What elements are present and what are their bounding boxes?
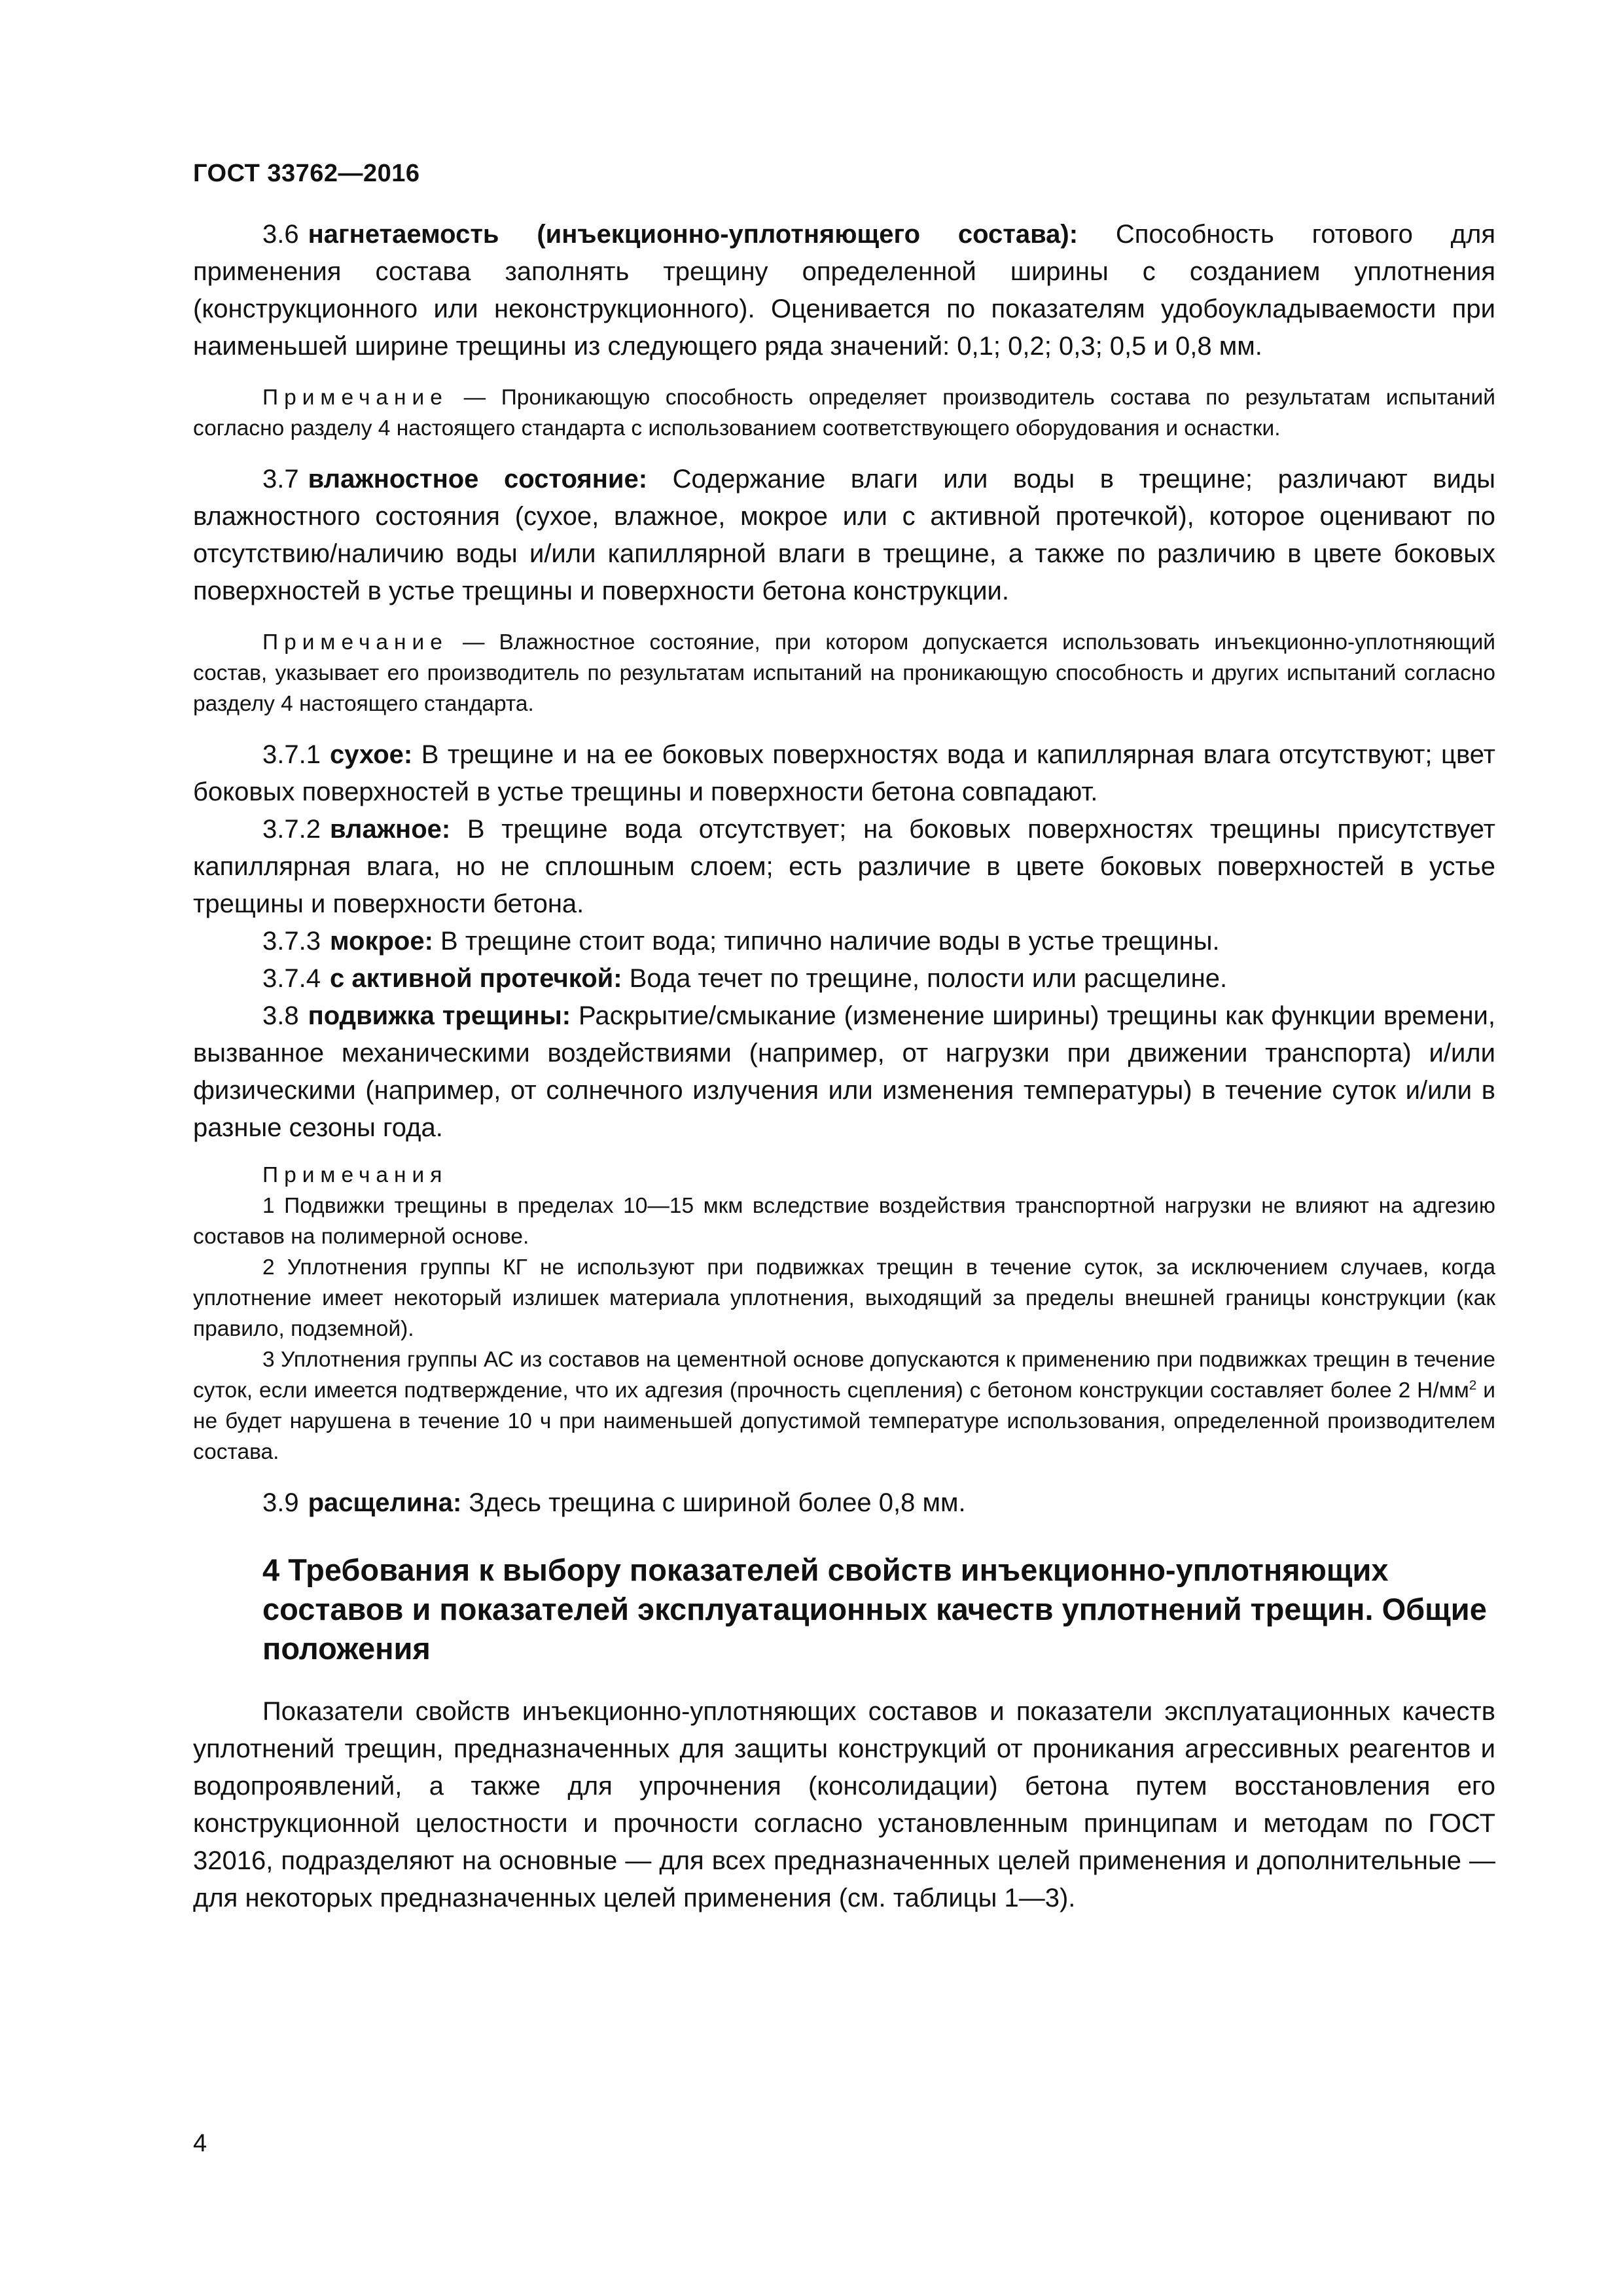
note-3-7 — [193, 627, 1495, 719]
note-3-8-2: 2 Уплотнения группы КГ не используют при подвижках трещин в течение суток, за исключением случаев, когда уплотнение имеет некоторый излишек материала уплотнения, выходящий за пределы внешней границы конструкции (как правило, подземной). — [193, 1255, 1495, 1341]
clause-term: влажное: — [329, 815, 451, 844]
note-3-8-3 — [193, 1344, 1495, 1467]
page-number: 4 — [193, 2130, 207, 2157]
clause-number: 3.7 — [262, 465, 299, 493]
clause-term: с активной протечкой: — [329, 964, 622, 993]
superscript: 2 — [1469, 1377, 1477, 1393]
clause-term: влажностное состояние: — [308, 465, 648, 493]
note-text: — Влажностное состояние, при котором допускается использовать инъекционно-уплотняющий состав, указывает его производитель по результатам испытаний на проникающую способность и других испытаний согласно разделу 4 настоящего стандарта. — [193, 630, 1495, 716]
note-text: — Проникающую способность определяет производитель состава по результатам испытаний согласно разделу 4 настоящего стандарта с использованием соответствующего оборудования и оснастки. — [193, 386, 1495, 440]
clause-3-7-4 — [193, 960, 1495, 997]
clause-3-9 — [193, 1484, 1495, 1522]
clause-text: Здесь трещина с шириной более 0,8 мм. — [461, 1488, 966, 1517]
clause-text: В трещине и на ее боковых поверхностях вода и капиллярная влага отсутствуют; цвет боковых поверхностей в устье трещины и поверхности бетона совпадают. — [193, 740, 1495, 806]
note-label: Примечание — [262, 386, 448, 410]
clause-number: 3.6 — [262, 220, 299, 249]
clause-text: Раскрытие/смыкание (изменение ширины) трещины как функции времени, вызванное механическими воздействиями (например, от нагрузки при движении транспорта) и/или физическими (например, от солнечного излучения или изменения температуры) в течение суток и/или в разные сезоны года. — [193, 1001, 1495, 1142]
clause-3-7-3 — [193, 923, 1495, 960]
clause-number: 3.7.1 — [262, 740, 321, 769]
notes-heading: Примечания — [262, 1163, 448, 1187]
clause-text: В трещине вода отсутствует; на боковых поверхностях трещины присутствует капиллярная влага, но не сплошным слоем; есть различие в цвете боковых поверхностей в устье трещины и поверхности бетона. — [193, 815, 1495, 918]
note-3-6 — [193, 382, 1495, 444]
note-3-8-1: 1 Подвижки трещины в пределах 10—15 мкм вследствие воздействия транспортной нагрузки не влияют на адгезию составов на полимерной основе. — [193, 1194, 1495, 1249]
clause-text: Содержание влаги или воды в трещине; различают виды влажностного состояния (сухое, влажное, мокрое или с активной протечкой), которое оценивают по отсутствию/наличию воды и/или капиллярной влаги в трещине, а также по различию в цвете боковых поверхностей в устье трещины и поверхности бетона конструкции. — [193, 465, 1495, 605]
clause-text: Способность готового для применения состава заполнять трещину определенной ширины с созданием уплотнения (конструкционного или неконструкционного). Оценивается по показателям удобоукладываемости при наименьшей ширине трещины из следующего ряда значений: 0,1; 0,2; 0,3; 0,5 и 0,8 мм. — [193, 220, 1495, 361]
note-text-part: и не будет нарушена в течение 10 ч при наименьшей допустимой температуре использования, определенной производителем состава. — [193, 1378, 1495, 1464]
clause-text: Вода течет по трещине, полости или расщелине. — [622, 964, 1228, 993]
note-label: Примечание — [262, 630, 448, 655]
note-text-part: 3 Уплотнения группы АС из составов на цементной основе допускаются к применению при подвижках трещин в течение суток, если имеется подтверждение, что их адгезия (прочность сцепления) с бетоном конструкции составляет более 2 Н/мм — [193, 1348, 1495, 1403]
clause-3-6 — [193, 216, 1495, 365]
clause-number: 3.7.3 — [262, 927, 321, 956]
clause-term: расщелина: — [308, 1488, 462, 1517]
clause-term: сухое: — [329, 740, 413, 769]
section-4-body: Показатели свойств инъекционно-уплотняющих составов и показатели эксплуатационных качеств уплотнений трещин, предназначенных для защиты конструкций от проникания агрессивных реагентов и водопроявлений, а также для упрочнения (консолидации) бетона путем восстановления его конструкционной целостности и прочности согласно установленным принципам и методам по ГОСТ 32016, подразделяют на основные — для всех предназначенных целей применения и дополнительные — для некоторых предназначенных целей применения (см. таблицы 1—3). — [193, 1697, 1495, 1912]
section-4-title: 4 Требования к выбору показателей свойств инъекционно-уплотняющих составов и показателей эксплуатационных качеств уплотнений трещин. Общие положения — [262, 1552, 1487, 1666]
clause-number: 3.8 — [262, 1001, 299, 1030]
clause-number: 3.7.2 — [262, 815, 321, 844]
page-content — [193, 216, 1495, 1917]
clause-term: подвижка трещины: — [308, 1001, 571, 1030]
document-code-header: ГОСТ 33762—2016 — [193, 160, 420, 187]
clause-3-8 — [193, 997, 1495, 1147]
clause-term: мокрое: — [329, 927, 433, 956]
clause-3-7-2 — [193, 811, 1495, 923]
clause-number: 3.7.4 — [262, 964, 321, 993]
clause-3-7 — [193, 461, 1495, 610]
clause-number: 3.9 — [262, 1488, 299, 1517]
clause-term: нагнетаемость (инъекционно-уплотняющего состава): — [308, 220, 1079, 249]
clause-3-7-1 — [193, 736, 1495, 811]
clause-text: В трещине стоит вода; типично наличие воды в устье трещины. — [433, 927, 1220, 956]
